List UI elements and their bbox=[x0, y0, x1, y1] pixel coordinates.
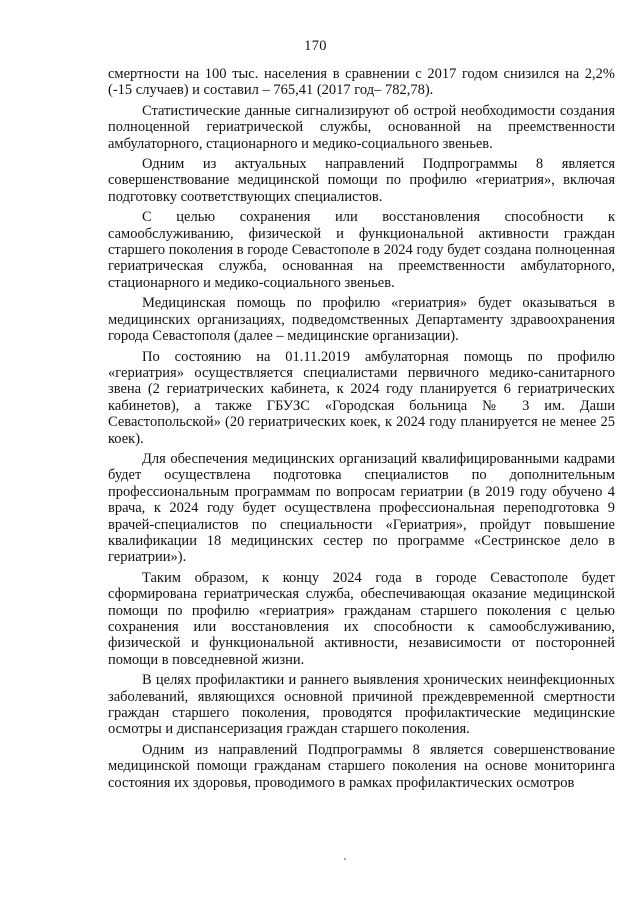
paragraph: По состоянию на 01.11.2019 амбулаторная помощь по профилю «гериатрия» осуществляется специалистами первичного медико-санитарного звена (2 гериатрических кабинета, к 2024 году планируется 6 гериатрических кабинетов), а также ГБУЗС «Городская больница № 3 им. Даши Севастопольской» (20 гериатрических коек, к 2024 году планируется не менее 25 коек). bbox=[108, 348, 615, 447]
paragraph: В целях профилактики и раннего выявления хронических неинфекционных заболеваний, являющихся основной причиной преждевременной смертности граждан старшего поколения, проводятся профилактические медицинские осмотры и диспансеризация граждан старшего поколения. bbox=[108, 672, 615, 738]
paragraph: Для обеспечения медицинских организаций квалифицированными кадрами будет осуществлена подготовка специалистов по дополнительным профессиональным программам по вопросам гериатрии (в 2019 году обучено 4 врача, к 2024 году будет осуществлена профессиональная переподготовка 9 врачей-специалистов по специальности «Гериатрия», пройдут повышение квалификации 18 медицинских сестер по программе «Сестринское дело в гериатрии»). bbox=[108, 450, 615, 566]
scan-dot-mark bbox=[344, 858, 346, 860]
paragraph: Таким образом, к концу 2024 года в городе Севастополе будет сформирована гериатрическая служба, обеспечивающая оказание медицинской помощи по профилю «гериатрия» гражданам старшего поколения с целью сохранения или восстановления их способности к самообслуживанию, физической и функциональной активности, независимости от посторонней помощи в повседневной жизни. bbox=[108, 569, 615, 668]
paragraph: С целью сохранения или восстановления способности к самообслуживанию, физической и функциональной активности граждан старшего поколения в городе Севастополе в 2024 году будет создана полноценная гериатрическая служба, основанная на преемственности амбулаторного, стационарного и медико-социального звеньев. bbox=[108, 209, 615, 291]
paragraph: Медицинская помощь по профилю «гериатрия» будет оказываться в медицинских организациях, подведомственных Департаменту здравоохранения города Севастополя (далее – медицинские организации). bbox=[108, 295, 615, 345]
paragraph: Статистические данные сигнализируют об острой необходимости создания полноценной гериатрической службы, основанной на преемственности амбулаторного, стационарного и медико-социального звеньев. bbox=[108, 102, 615, 152]
paragraph: Одним из направлений Подпрограммы 8 является совершенствование медицинской помощи гражданам старшего поколения на основе мониторинга состояния их здоровья, проводимого в рамках профилактических осмотров bbox=[108, 741, 615, 791]
document-body bbox=[108, 66, 615, 795]
page-number: 170 bbox=[304, 38, 327, 54]
paragraph-continuation: смертности на 100 тыс. населения в сравнении с 2017 годом снизился на 2,2% (-15 случаев) и составил – 765,41 (2017 год– 782,78). bbox=[108, 66, 615, 99]
paragraph: Одним из актуальных направлений Подпрограммы 8 является совершенствование медицинской помощи по профилю «гериатрия», включая подготовку соответствующих специалистов. bbox=[108, 156, 615, 205]
